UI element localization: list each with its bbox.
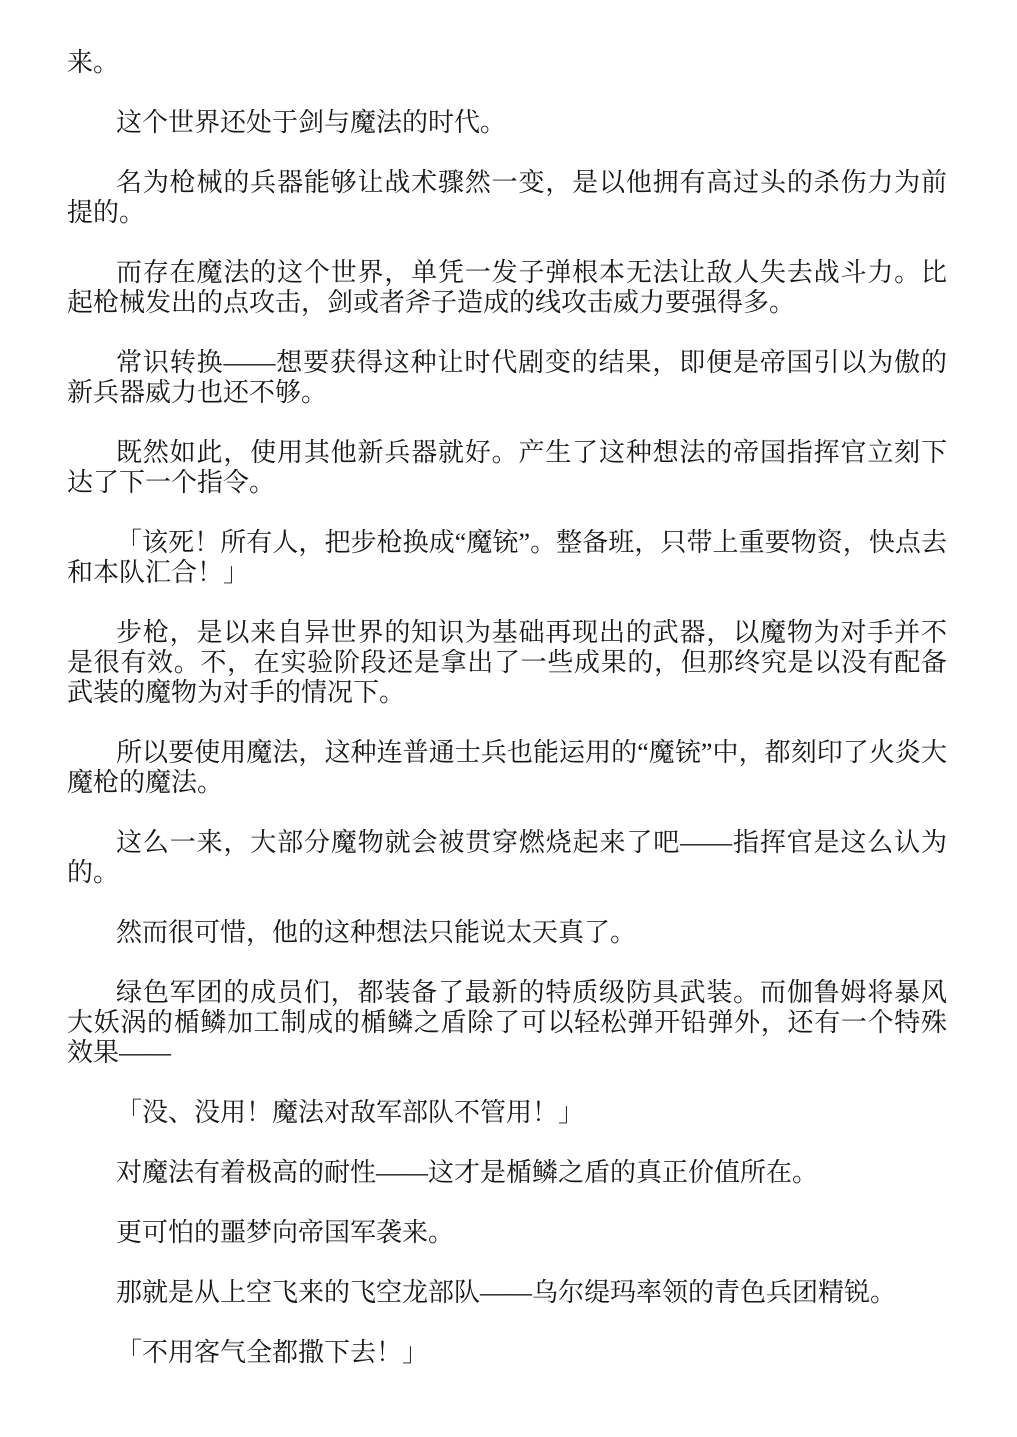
- paragraph: 「该死！所有人，把步枪换成“魔铳”。整备班，只带上重要物资，快点去和本队汇合！」: [67, 528, 947, 587]
- paragraph: 来。: [67, 48, 120, 77]
- paragraph: 那就是从上空飞来的飞空龙部队——乌尔缇玛率领的青色兵团精锐。: [116, 1278, 897, 1307]
- paragraph: 步枪，是以来自异世界的知识为基础再现出的武器，以魔物为对手并不是很有效。不，在实验阶段还是拿出了一些成果的，但那终究是以没有配备武装的魔物为对手的情况下。: [67, 618, 947, 707]
- paragraph: 而存在魔法的这个世界，单凭一发子弹根本无法让敌人失去战斗力。比起枪械发出的点攻击，剑或者斧子造成的线攻击威力要强得多。: [67, 258, 947, 317]
- paragraph: 绿色军团的成员们，都装备了最新的特质级防具武装。而伽鲁姆将暴风大妖涡的楯鳞加工制成的楯鳞之盾除了可以轻松弹开铅弹外，还有一个特殊效果——: [67, 978, 947, 1067]
- paragraph: 既然如此，使用其他新兵器就好。产生了这种想法的帝国指挥官立刻下达了下一个指令。: [67, 438, 947, 497]
- paragraph: 这么一来，大部分魔物就会被贯穿燃烧起来了吧——指挥官是这么认为的。: [67, 828, 947, 887]
- paragraph: 更可怕的噩梦向帝国军袭来。: [116, 1218, 455, 1247]
- paragraph: 所以要使用魔法，这种连普通士兵也能运用的“魔铳”中，都刻印了火炎大魔枪的魔法。: [67, 738, 947, 797]
- paragraph: 「没、没用！魔法对敌军部队不管用！」: [116, 1098, 585, 1127]
- page-text-body: [67, 48, 947, 1368]
- paragraph: 名为枪械的兵器能够让战术骤然一变，是以他拥有高过头的杀伤力为前提的。: [67, 168, 947, 227]
- paragraph: 常识转换——想要获得这种让时代剧变的结果，即便是帝国引以为傲的新兵器威力也还不够。: [67, 348, 947, 407]
- paragraph: 这个世界还处于剑与魔法的时代。: [116, 108, 507, 137]
- paragraph: 对魔法有着极高的耐性——这才是楯鳞之盾的真正价值所在。: [116, 1158, 819, 1187]
- paragraph: 然而很可惜，他的这种想法只能说太天真了。: [116, 918, 637, 947]
- paragraph: 「不用客气全都撒下去！」: [116, 1338, 429, 1367]
